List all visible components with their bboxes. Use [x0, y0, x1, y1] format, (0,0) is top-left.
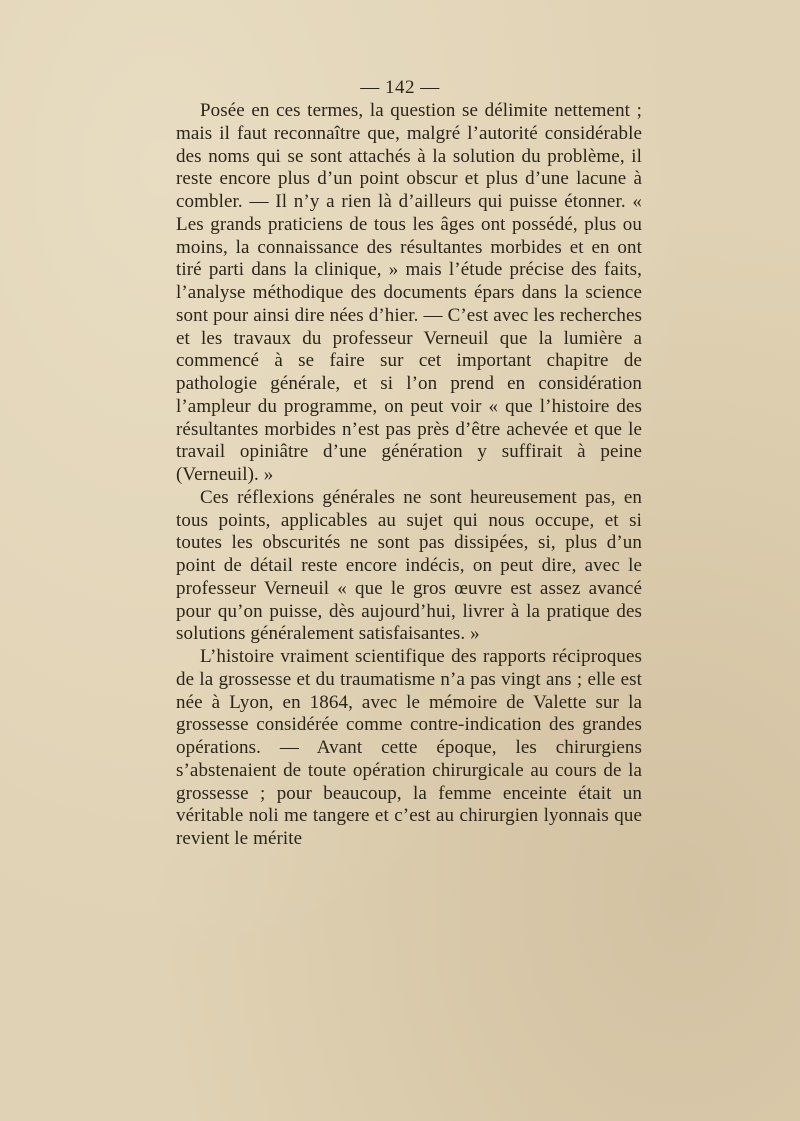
paragraph-2: Ces réflexions générales ne sont heureusement pas, en tous points, applicables au sujet qui nous occupe, et si toutes les obscurités ne sont pas dissipées, si, plus d’un point de détail reste encore indécis, on peut dire, avec le professeur Verneuil « que le gros œuvre est assez avancé pour qu’on puisse, dès aujourd’hui, livrer à la pratique des solutions généralement satisfaisantes. » — [176, 486, 642, 645]
paragraph-3: L’histoire vraiment scientifique des rapports réciproques de la grossesse et du traumatisme n’a pas vingt ans ; elle est née à Lyon, en 1864, avec le mémoire de Valette sur la grossesse considérée comme contre-indication des grandes opérations. — Avant cette époque, les chirurgiens s’abstenaient de toute opération chirurgicale au cours de la grossesse ; pour beaucoup, la femme enceinte était un véritable noli me tangere et c’est au chirurgien lyonnais que revient le mérite — [176, 646, 642, 849]
paragraph-1: Posée en ces termes, la question se délimite nettement ; mais il faut reconnaître que, malgré l’autorité considérable des noms qui se sont attachés à la solution du problème, il reste encore plus d’un point obscur et plus d’une lacune à combler. — Il n’y a rien là d’ailleurs qui puisse étonner. « Les grands praticiens de tous les âges ont possédé, plus ou moins, la connaissance des résultantes morbides et en ont tiré parti dans la clinique, » mais l’étude précise des faits, l’analyse méthodique des documents épars dans la science sont pour ainsi dire nées d’hier. — C’est avec les recherches et les travaux du professeur Verneuil que la lumière a commencé à se faire sur cet important chapitre de pathologie générale, et si l’on prend en considération l’ampleur du programme, on peut voir « que l’histoire des résultantes morbides n’est pas près d’être achevée et que le travail opiniâtre d’une génération y suffirait à peine (Verneuil). » — [176, 100, 642, 485]
page-number: — 142 — — [360, 77, 440, 98]
body-text — [176, 100, 642, 851]
